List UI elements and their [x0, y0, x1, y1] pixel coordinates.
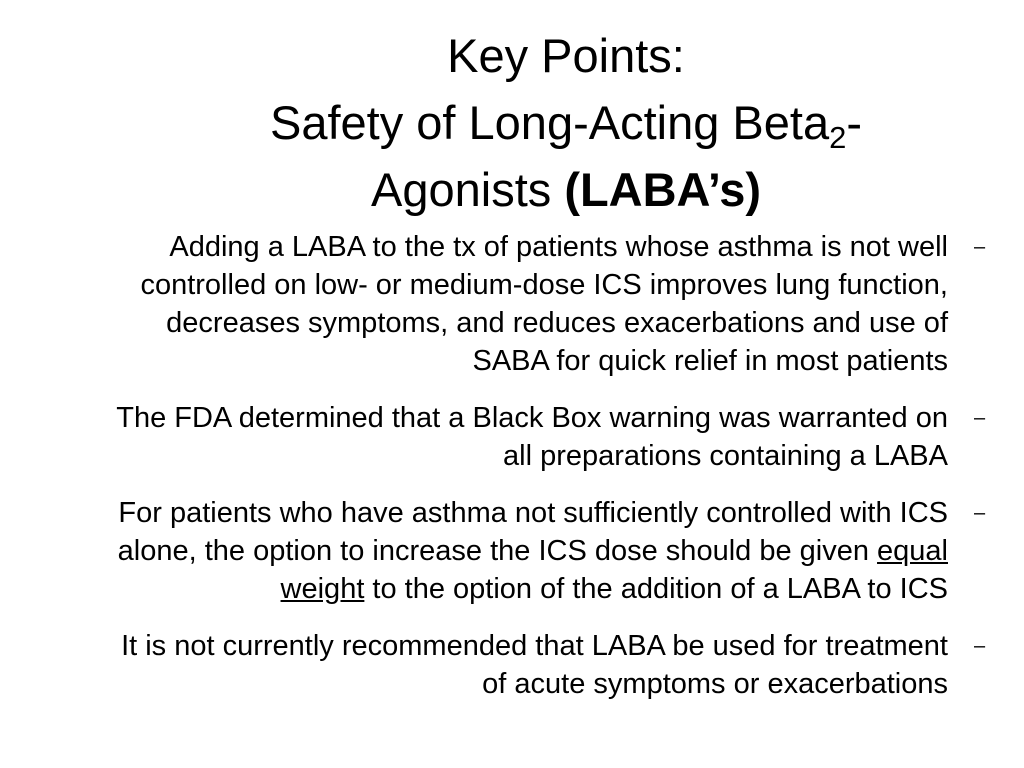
title-abbreviation: (LABA’s) — [564, 163, 762, 216]
bullet-item — [100, 627, 1000, 703]
title-line-2 — [150, 89, 982, 156]
title-line-3-text: Agonists — [370, 163, 565, 216]
bullet-text-before: For patients who have asthma not sufficiently controlled with ICS alone, the option to increase the ICS dose should be given — [117, 497, 948, 567]
bullet-text: Adding a LABA to the tx of patients whose asthma is not well controlled on low- or medium-dose ICS improves lung function, decreases symptoms, and reduces exacerbations and use of SABA for quick relief in most patients — [140, 231, 948, 377]
underlined-phrase: equal weight — [280, 535, 948, 605]
bullet-item — [100, 228, 1000, 380]
title-subscript: 2 — [829, 120, 847, 155]
bullet-item — [100, 399, 1000, 475]
title-hyphen: - — [846, 96, 863, 149]
dash-bullet-icon: – — [974, 502, 986, 524]
title-line-3 — [150, 156, 982, 223]
dash-bullet-icon: – — [974, 407, 986, 429]
bullet-list — [100, 228, 1000, 722]
title-line-1: Key Points: — [447, 29, 685, 82]
bullet-text — [100, 494, 948, 608]
slide-title — [150, 22, 982, 223]
dash-bullet-icon: – — [974, 236, 986, 258]
bullet-text-after: to the option of the addition of a LABA to ICS — [364, 573, 948, 605]
bullet-text: It is not currently recommended that LABA be used for treatment of acute symptoms or exacerbations — [121, 630, 948, 700]
title-line-2-text: Safety of Long-Acting Beta — [269, 96, 830, 149]
bullet-text: The FDA determined that a Black Box warning was warranted on all preparations containing a LABA — [116, 402, 948, 472]
dash-bullet-icon: – — [974, 635, 986, 657]
bullet-item — [100, 494, 1000, 608]
